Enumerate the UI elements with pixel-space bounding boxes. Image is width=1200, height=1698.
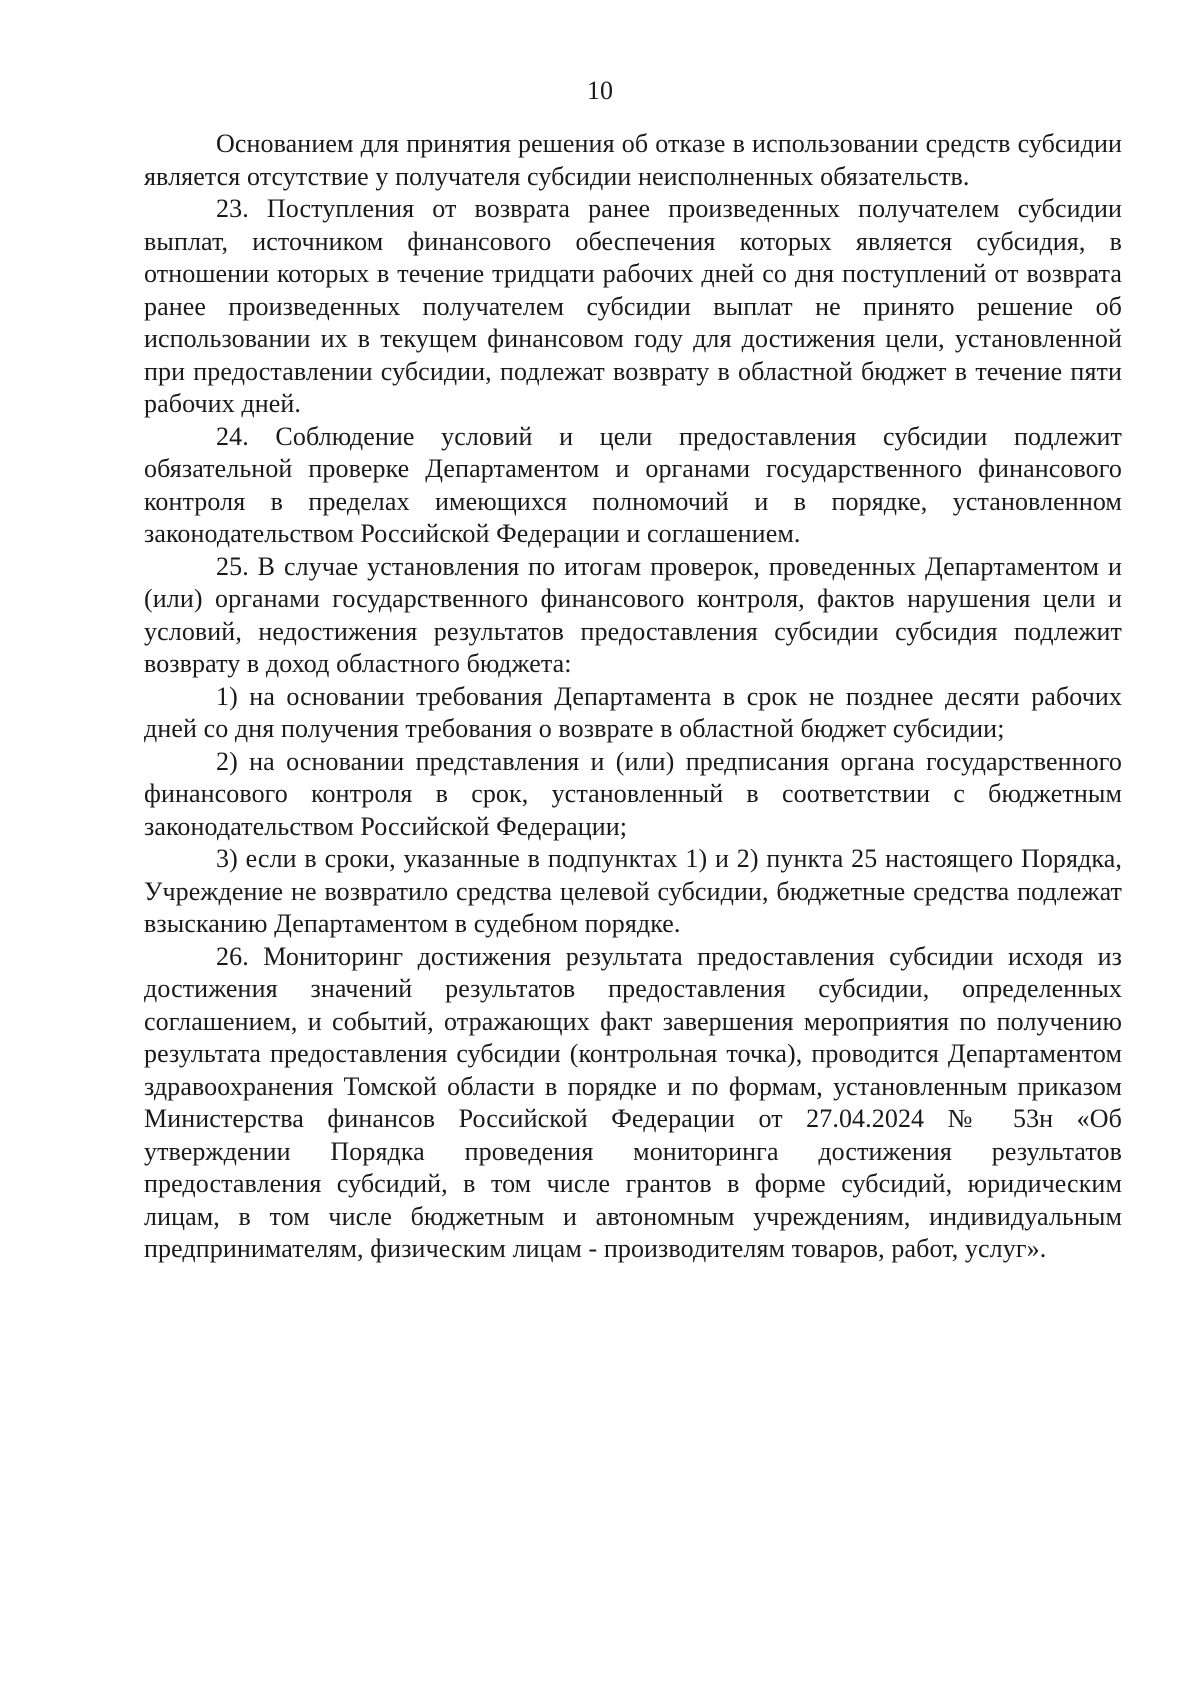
paragraph-refusal-basis: Основанием для принятия решения об отказе в использовании средств субсидии является отсутствие у получателя субсидии неисполненных обязательств. — [144, 129, 1122, 191]
page-number: 10 — [587, 76, 613, 105]
subitem-1-department-requirement: 1) на основании требования Департамента в срок не позднее десяти рабочих дней со дня получения требования о возврате в областной бюджет субсидии; — [144, 681, 1122, 743]
paragraph-25-violation-return: 25. В случае установления по итогам проверок, проведенных Департаментом и (или) органами государственного финансового контроля, фактов нарушения цели и условий, недостижения результатов предоставления субсидии субсидия подлежит возврату в доход областного бюджета: — [144, 551, 1122, 678]
subitem-3-court-recovery: 3) если в сроки, указанные в подпунктах 1) и 2) пункта 25 настоящего Порядка, Учреждение не возвратило средства целевой субсидии, бюджетные средства подлежат взысканию Департаментом в судебном порядке. — [144, 844, 1122, 938]
paragraph-24-compliance-check: 24. Соблюдение условий и цели предоставления субсидии подлежит обязательной проверке Департаментом и органами государственного финансового контроля в пределах имеющихся полномочий и в порядке, установленном законодательством Российской Федерации и соглашением. — [144, 421, 1122, 548]
paragraph-26-monitoring: 26. Мониторинг достижения результата предоставления субсидии исходя из достижения значений результатов предоставления субсидии, определенных соглашением, и событий, отражающих факт завершения мероприятия по получению результата предоставления субсидии (контрольная точка), проводится Департаментом здравоохранения Томской области в порядке и по формам, установленным приказом Министерства финансов Российской Федерации от 27.04.2024 № 53н «Об утверждении Порядка проведения мониторинга достижения результатов предоставления субсидий, в том числе грантов в форме субсидий, юридическим лицам, в том числе бюджетным и автономным учреждениям, индивидуальным предпринимателям, физическим лицам - производителям товаров, работ, услуг». — [144, 941, 1122, 1263]
subitem-2-control-body-order: 2) на основании представления и (или) предписания органа государственного финансового контроля в срок, установленный в соответствии с бюджетным законодательством Российской Федерации; — [144, 746, 1122, 841]
document-body — [144, 128, 1122, 1266]
paragraph-23-return-of-funds: 23. Поступления от возврата ранее произведенных получателем субсидии выплат, источником финансового обеспечения которых является субсидия, в отношении которых в течение тридцати рабочих дней со дня поступлений от возврата ранее произведенных получателем субсидии выплат не принято решение об использовании их в текущем финансовом году для достижения цели, установленной при предоставлении субсидии, подлежат возврату в областной бюджет в течение пяти рабочих дней. — [144, 194, 1122, 418]
